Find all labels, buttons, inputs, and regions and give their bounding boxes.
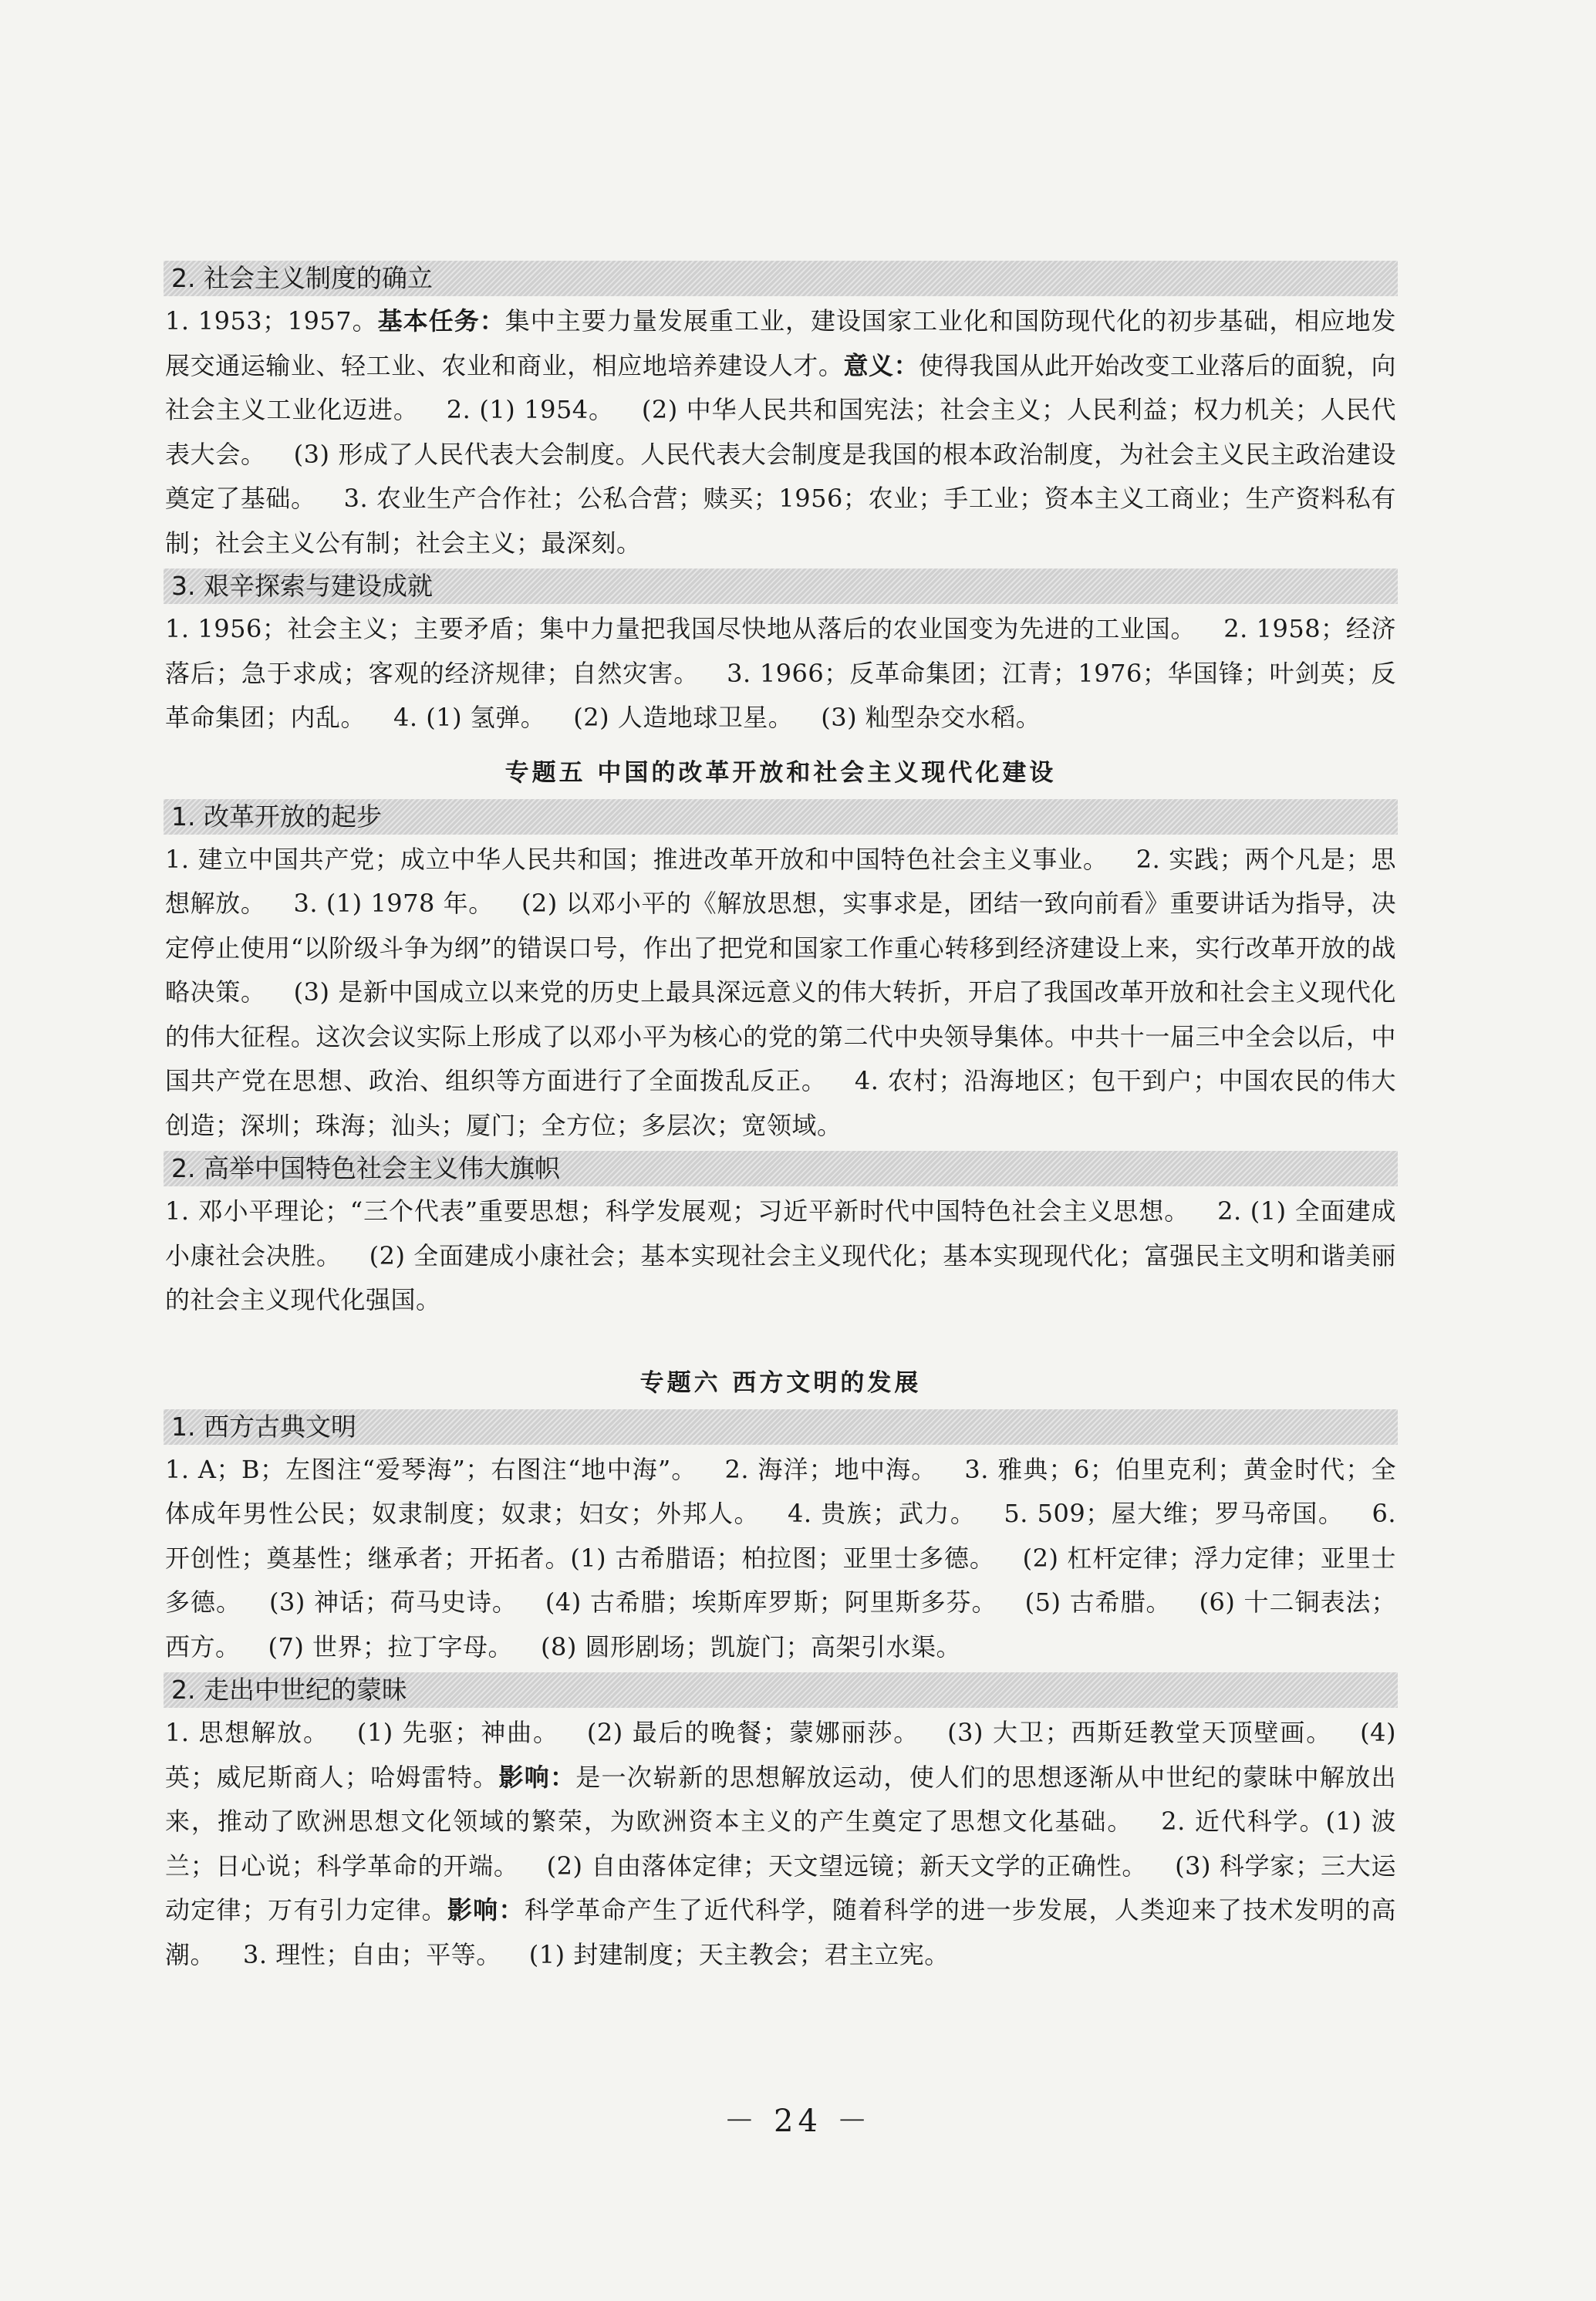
page-number: － 24 － (724, 2104, 872, 2139)
section-heading: 1. 改革开放的起步 (164, 799, 1398, 835)
answer-text: 3. 农业生产合作社；公私合营；赎买；1956；农业；手工业；资本主义工商业；生产资料私有制；社会主义公有制；社会主义；最深刻。 (165, 484, 1396, 558)
answer-text: (4) 古希腊；埃斯库罗斯；阿里斯多芬。 (545, 1587, 997, 1617)
answer-text: 3. 理性；自由；平等。 (243, 1939, 501, 1969)
answer-text: (2) 最后的晚餐；蒙娜丽莎。 (586, 1718, 920, 1747)
answer-text: (1) 封建制度；天主教会；君主立宪。 (528, 1939, 950, 1969)
answer-text: (2) 中华人民共和国宪法；社会主义；人民利益；权力机关；人民代表大会。 (165, 395, 1396, 469)
topic-title: 专题五 中国的改革开放和社会主义现代化建设 (504, 758, 1057, 787)
answer-text: (5) 古希腊。 (1024, 1587, 1172, 1617)
answer-text: (6) 十二铜表法；西方。 (165, 1587, 1396, 1662)
answer-text: 4. 贵族；武力。 (788, 1499, 977, 1528)
answer-text: 4. 农村；沿海地区；包干到户；中国农民的伟大创造；深圳；珠海；汕头；厦门；全方位；多层次；宽领域。 (165, 1066, 1396, 1140)
section-heading: 3. 艰辛探索与建设成就 (164, 569, 1398, 604)
answer-text: (2) 杠杆定律；浮力定律；亚里士多德。 (165, 1543, 1396, 1617)
answer-text: (3) 神话；荷马史诗。 (268, 1587, 518, 1617)
answer-text: (3) 形成了人民代表大会制度。人民代表大会制度是我国的根本政治制度，为社会主义民主政治建设奠定了基础。 (165, 439, 1396, 513)
answer-text: (4) 英；威尼斯商人；哈姆雷特。 (165, 1718, 1396, 1792)
answer-text: 3. 1966；反革命集团；江青；1976；华国锋；叶剑英；反革命集团；内乱。 (165, 658, 1396, 732)
answer-text: 4. (1) 氢弹。 (393, 703, 546, 732)
answer-text: 2. 海洋；地中海。 (724, 1454, 937, 1484)
answer-text: 1. 1953；1957。 (165, 306, 378, 336)
answer-text: (2) 自由落体定律；天文望远镜；新天文学的正确性。 (546, 1851, 1148, 1881)
answer-text: 是一次崭新的思想解放运动，使人们的思想逐渐从中世纪的蒙昧中解放出来，推动了欧洲思想文化领域的繁荣，为欧洲资本主义的产生奠定了思想文化基础。 (165, 1762, 1396, 1836)
answer-text: (2) 人造地球卫星。 (573, 703, 794, 732)
answer-paragraph (164, 1445, 1398, 1670)
answer-text: 1. 1956；社会主义；主要矛盾；集中力量把我国尽快地从落后的农业国变为先进的工业国。 (165, 614, 1196, 643)
answer-text: (2) 全面建成小康社会；基本实现社会主义现代化；基本实现现代化；富强民主文明和谐美丽的社会主义现代化强国。 (165, 1240, 1396, 1314)
section-heading: 2. 走出中世纪的蒙昧 (164, 1672, 1398, 1708)
answer-text: (8) 圆形剧场；凯旋门；高架引水渠。 (541, 1631, 962, 1662)
answer-text: 5. 509；屋大维；罗马帝国。 (1004, 1499, 1345, 1528)
answer-text: (1) 先驱；神曲。 (356, 1718, 559, 1747)
answer-text: (3) 科学家；三大运动定律；万有引力定律。 (165, 1851, 1396, 1925)
keyword: 意义： (843, 350, 919, 380)
document-body (164, 258, 1398, 1977)
answer-text: (3) 是新中国成立以来党的历史上最具深远意义的伟大转折，开启了我国改革开放和社会主义现代化的伟大征程。这次会议实际上形成了以邓小平为核心的党的第二代中央领导集体。中共十一届三中全会以后，中国共产党在思想、政治、组织等方面进行了全面拨乱反正。 (165, 977, 1396, 1095)
answer-text: 3. 雅典；6；伯里克利；黄金时代；全体成年男性公民；奴隶制度；奴隶；妇女；外邦人。 (165, 1454, 1396, 1528)
answer-text: 6. 开创性；奠基性；继承者；开拓者。(1) 古希腊语；柏拉图；亚里士多德。 (165, 1499, 1396, 1573)
topic-title: 专题六 西方文明的发展 (639, 1368, 922, 1397)
answer-text: (3) 大卫；西斯廷教堂天顶壁画。 (947, 1718, 1333, 1747)
answer-paragraph (164, 296, 1398, 565)
answer-paragraph (164, 835, 1398, 1149)
answer-text: 3. (1) 1978 年。 (293, 889, 494, 918)
answer-text: 2. 实践；两个凡是；思想解放。 (165, 844, 1396, 918)
answer-text: 2. (1) 全面建成小康社会决胜。 (165, 1196, 1396, 1270)
answer-text: 1. A；B；左图注“爱琴海”；右图注“地中海”。 (165, 1454, 697, 1484)
answer-text: 2. 1958；经济落后；急于求成；客观的经济规律；自然灾害。 (165, 614, 1396, 688)
answer-paragraph (164, 1186, 1398, 1323)
answer-text: 1. 邓小平理论；“三个代表”重要思想；科学发展观；习近平新时代中国特色社会主义思想。 (165, 1196, 1190, 1226)
section-heading: 2. 高举中国特色社会主义伟大旗帜 (164, 1151, 1398, 1186)
answer-paragraph (164, 604, 1398, 741)
answer-text: 2. 近代科学。(1) 波兰；日心说；科学革命的开端。 (165, 1807, 1396, 1881)
answer-text: 使得我国从此开始改变工业落后的面貌，向社会主义工业化迈进。 (165, 350, 1396, 424)
section-heading: 2. 社会主义制度的确立 (164, 261, 1398, 296)
keyword: 基本任务： (377, 306, 505, 336)
answer-paragraph (164, 1708, 1398, 1977)
answer-text: 科学革命产生了近代科学，随着科学的进一步发展，人类迎来了技术发明的高潮。 (165, 1895, 1396, 1969)
answer-text: 1. 思想解放。 (165, 1718, 329, 1747)
keyword: 影响： (498, 1762, 576, 1792)
answer-text: (7) 世界；拉丁字母。 (268, 1631, 514, 1662)
answer-text: (2) 以邓小平的《解放思想，实事求是，团结一致向前看》重要讲话为指导，决定停止使用“以阶级斗争为纲”的错误口号，作出了把党和国家工作重心转移到经济建设上来，实行改革开放的战略决策。 (165, 889, 1396, 1007)
answer-text: (3) 籼型杂交水稻。 (821, 703, 1041, 732)
keyword: 影响： (447, 1895, 525, 1925)
answer-text: 1. 建立中国共产党；成立中华人民共和国；推进改革开放和中国特色社会主义事业。 (165, 844, 1108, 874)
answer-text: 集中主要力量发展重工业，建设国家工业化和国防现代化的初步基础，相应地发展交通运输业、轻工业、农业和商业，相应地培养建设人才。 (165, 306, 1396, 380)
section-heading: 1. 西方古典文明 (164, 1409, 1398, 1445)
answer-text: 2. (1) 1954。 (446, 395, 614, 424)
